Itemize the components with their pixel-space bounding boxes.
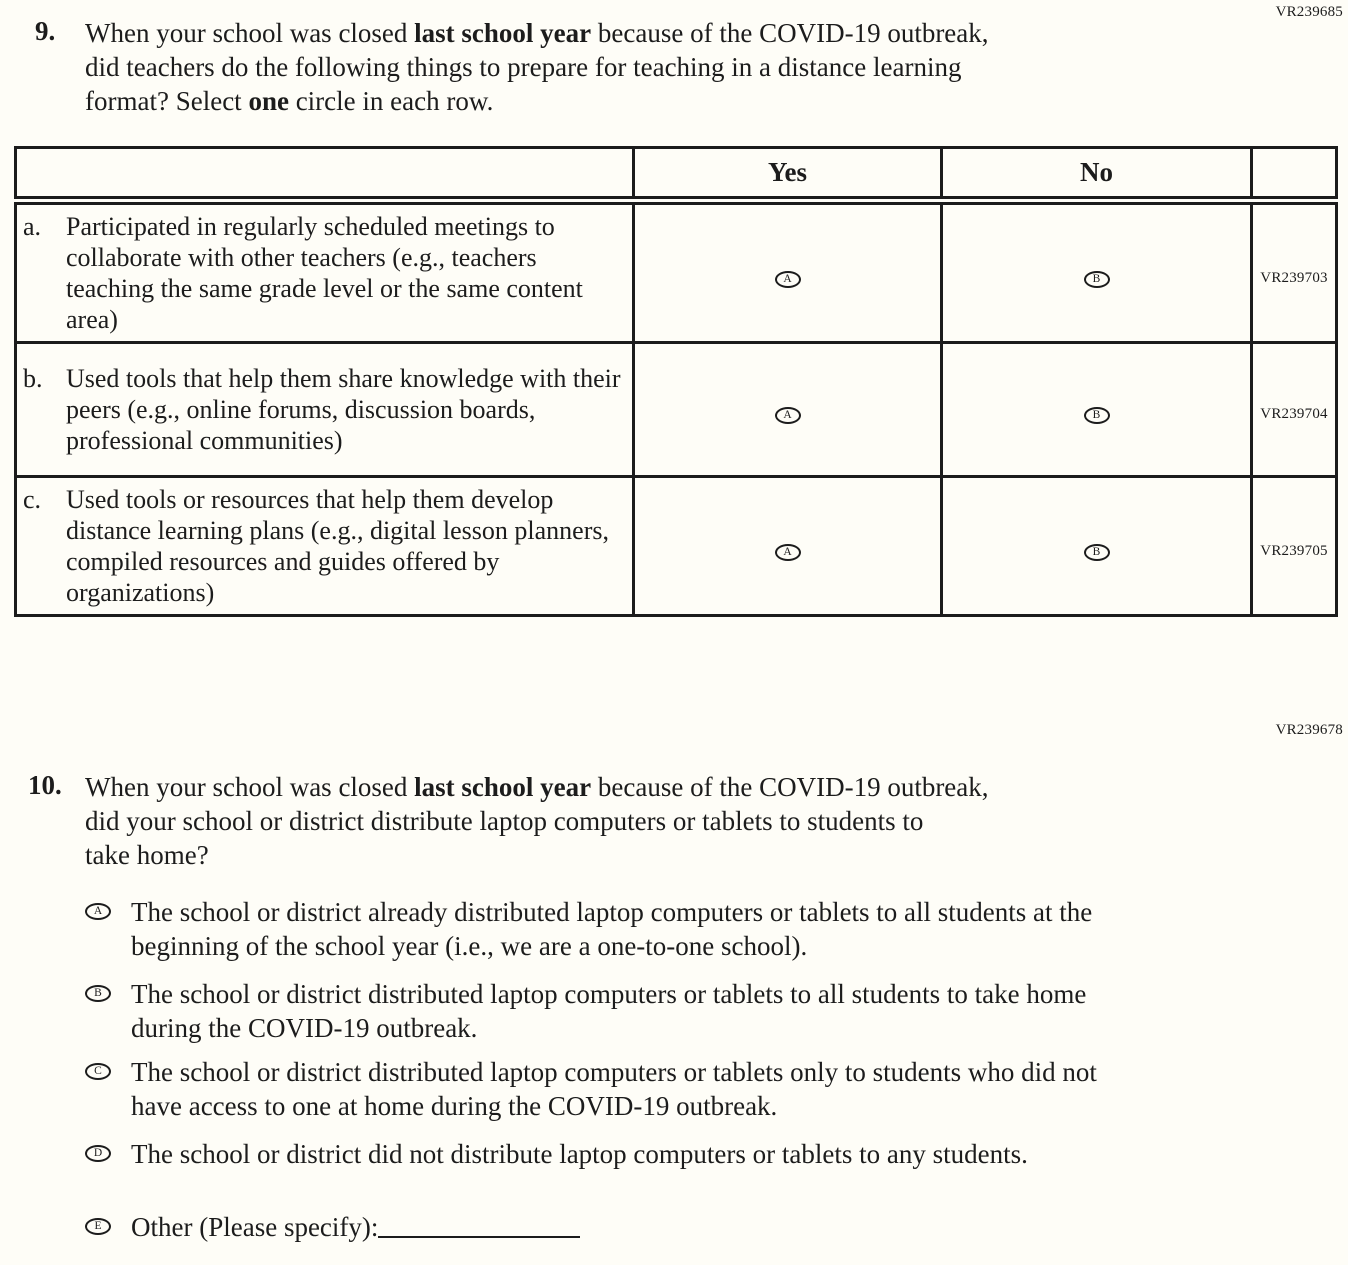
- grid-row-b-no-cell: [942, 343, 1252, 477]
- row-c-no-bubble[interactable]: B: [1084, 544, 1110, 561]
- grid-row-a-yes-cell: [634, 201, 942, 343]
- q10-option-d: [85, 1137, 1028, 1171]
- q9-text-seg: did teachers do the following things to prepare for teaching in a distance learning: [85, 52, 962, 82]
- question-9-line-3: [85, 84, 989, 118]
- question-9-text: [85, 16, 989, 118]
- q10-form-code: VR239678: [1275, 722, 1343, 738]
- grid-row-a: [16, 201, 1337, 343]
- option-a-bubble[interactable]: A: [85, 903, 111, 920]
- q9-response-grid: [14, 146, 1338, 617]
- option-e-label: Other (Please specify):: [131, 1212, 379, 1242]
- grid-row-c-yes-cell: [634, 477, 942, 616]
- q9-text-bold-seg: last school year: [414, 18, 592, 48]
- grid-row-c-item-cell: [16, 477, 634, 616]
- grid-header-blank: [16, 148, 634, 201]
- option-c-line-2: have access to one at home during the COVID-19 outbreak.: [131, 1091, 778, 1121]
- grid-row-a-item-cell: [16, 201, 634, 343]
- grid-row-c-no-cell: [942, 477, 1252, 616]
- option-b-line-2: during the COVID-19 outbreak.: [131, 1013, 478, 1043]
- option-e-text: [131, 1210, 580, 1244]
- grid-row-b-code: VR239704: [1260, 406, 1328, 422]
- q10-text-seg: take home?: [85, 840, 209, 870]
- row-a-no-bubble[interactable]: B: [1084, 271, 1110, 288]
- question-10-line-3: [85, 838, 989, 872]
- option-c-line-1: The school or district distributed laptop computers or tablets only to students who did not: [131, 1057, 1097, 1087]
- q10-option-c: [85, 1055, 1097, 1123]
- option-c-bubble[interactable]: C: [85, 1063, 111, 1080]
- option-e-line-1: [131, 1210, 580, 1244]
- option-b-bubble[interactable]: B: [85, 985, 111, 1002]
- q10-option-b: [85, 977, 1086, 1045]
- grid-row-c-code: VR239705: [1260, 542, 1328, 559]
- grid-row-a-code-cell: [1252, 201, 1337, 343]
- grid-row-b-code-cell: [1252, 343, 1337, 477]
- option-a-text: [131, 895, 1092, 963]
- grid-row-c-code-cell: [1252, 477, 1337, 616]
- grid-header-no: No: [942, 148, 1252, 201]
- q10-option-e: [85, 1210, 580, 1244]
- question-9-number: 9.: [35, 16, 56, 46]
- q10-text-seg: did your school or district distribute laptop computers or tablets to students to: [85, 806, 924, 836]
- other-specify-write-line[interactable]: [378, 1231, 580, 1238]
- q10-text-seg: When your school was closed: [85, 772, 415, 802]
- grid-row-b-item-cell: [16, 343, 634, 477]
- q10-text-bold-seg: last school year: [414, 772, 592, 802]
- option-d-text: [131, 1137, 1028, 1171]
- grid-header-yes: Yes: [634, 148, 942, 201]
- question-10: [28, 770, 989, 872]
- question-10-text: [85, 770, 989, 872]
- row-b-yes-bubble[interactable]: A: [775, 407, 801, 424]
- q9-text-bold-seg: one: [248, 86, 289, 116]
- row-b-no-bubble[interactable]: B: [1084, 407, 1110, 424]
- option-c-text: [131, 1055, 1097, 1123]
- grid-row-c-text: Used tools or resources that help them develop distance learning plans (e.g., digital lesson planners, compiled resources and guides offered by organizations): [66, 485, 609, 607]
- option-b-line-1: The school or district distributed laptop computers or tablets to all students to take home: [131, 979, 1087, 1009]
- grid-row-c-item: [17, 478, 632, 614]
- grid-row-a-no-cell: [942, 201, 1252, 343]
- grid-header-row: [16, 148, 1337, 201]
- option-e-bubble[interactable]: E: [85, 1218, 111, 1235]
- grid-row-a-item: [17, 205, 632, 341]
- row-c-yes-bubble[interactable]: A: [775, 544, 801, 561]
- question-10-line-2: [85, 804, 989, 838]
- q10-text-seg: because of the COVID-19 outbreak,: [591, 772, 989, 802]
- question-9: [35, 16, 989, 118]
- option-d-bubble[interactable]: D: [85, 1145, 111, 1162]
- grid-row-c: [16, 477, 1337, 616]
- q9-text-seg: because of the COVID-19 outbreak,: [591, 18, 989, 48]
- q9-text-seg: circle in each row.: [288, 86, 494, 116]
- grid-row-c-label: c.: [23, 485, 42, 514]
- q9-form-code: VR239685: [1275, 4, 1343, 20]
- question-10-number: 10.: [28, 770, 62, 800]
- option-a-line-2: beginning of the school year (i.e., we are a one-to-one school).: [131, 931, 808, 961]
- grid-row-b-item: [17, 357, 632, 462]
- question-10-line-1: [85, 770, 989, 804]
- q9-text-seg: When your school was closed: [85, 18, 415, 48]
- option-a-line-1: The school or district already distributed laptop computers or tablets to all students at the: [131, 897, 1093, 927]
- grid-header-code-blank: [1252, 148, 1337, 201]
- option-b-text: [131, 977, 1086, 1045]
- grid-row-b: [16, 343, 1337, 477]
- question-9-line-1: [85, 16, 989, 50]
- grid-row-a-label: a.: [23, 212, 42, 241]
- option-d-line-1: The school or district did not distribute laptop computers or tablets to any students.: [131, 1139, 1028, 1169]
- q9-text-seg: format? Select: [85, 86, 249, 116]
- grid-row-b-yes-cell: [634, 343, 942, 477]
- question-9-line-2: [85, 50, 989, 84]
- grid-row-a-text: Participated in regularly scheduled meetings to collaborate with other teachers (e.g., teachers teaching the same grade level or the same content area): [66, 212, 583, 334]
- q10-option-a: [85, 895, 1092, 963]
- grid-row-b-text: Used tools that help them share knowledge with their peers (e.g., online forums, discussion boards, professional communities): [66, 364, 621, 455]
- grid-row-b-label: b.: [23, 364, 43, 393]
- row-a-yes-bubble[interactable]: A: [775, 271, 801, 288]
- grid-row-a-code: VR239703: [1260, 269, 1328, 286]
